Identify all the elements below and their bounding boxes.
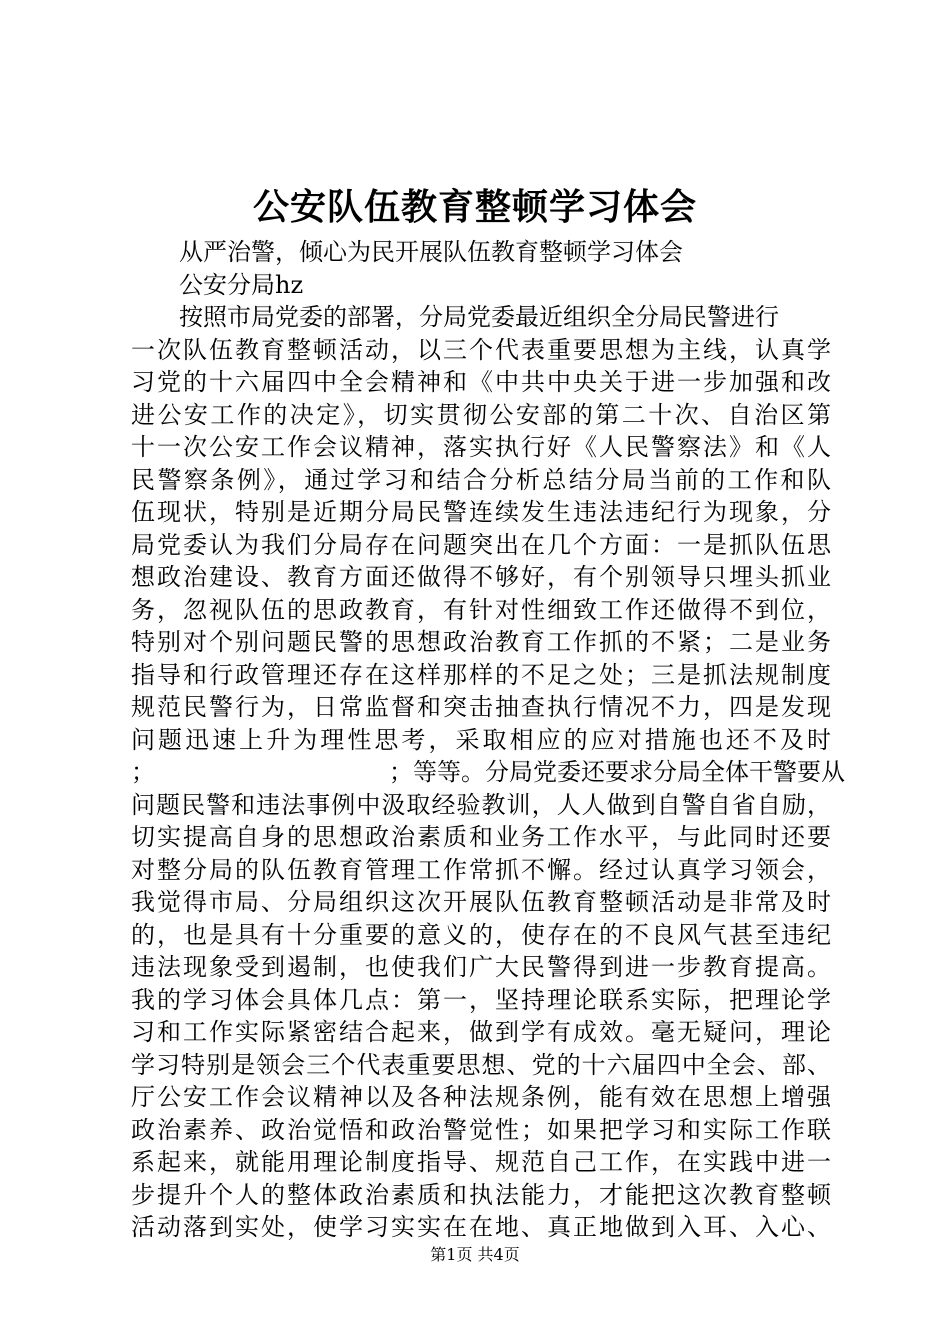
paragraph-line: 系起来，就能用理论制度指导、规范自己工作，在实践中进一 <box>131 1148 831 1176</box>
paragraph-line: 十一次公安工作会议精神，落实执行好《人民警察法》和《人 <box>131 433 831 461</box>
paragraph-line: 指导和行政管理还存在这样那样的不足之处；三是抓法规制度 <box>131 660 831 689</box>
paragraph-line: 局党委认为我们分局存在问题突出在几个方面：一是抓队伍思 <box>131 530 831 559</box>
paragraph-line: 务，忽视队伍的思政教育，有针对性细致工作还做得不到位， <box>131 595 831 624</box>
paragraph-line: 特别对个别问题民警的思想政治教育工作抓的不紧；二是业务 <box>131 628 831 656</box>
document-subtitle: 从严治警，倾心为民开展队伍教育整顿学习体会 <box>179 238 683 266</box>
paragraph-line: 民警察条例》，通过学习和结合分析总结分局当前的工作和队 <box>131 465 831 494</box>
paragraph-line: 步提升个人的整体政治素质和执法能力，才能把这次教育整顿 <box>131 1180 831 1209</box>
paragraph-line: 我觉得市局、分局组织这次开展队伍教育整顿活动是非常及时 <box>131 888 831 916</box>
paragraph-line: 厅公安工作会议精神以及各种法规条例，能有效在思想上增强 <box>131 1083 831 1111</box>
paragraph-line: 政治素养、政治觉悟和政治警觉性；如果把学习和实际工作联 <box>131 1115 831 1144</box>
paragraph-line: 的，也是具有十分重要的意义的，使存在的不良风气甚至违纪 <box>131 920 831 949</box>
paragraph-line: 学习特别是领会三个代表重要思想、党的十六届四中全会、部、 <box>131 1050 831 1079</box>
document-author: 公安分局hz <box>179 270 304 299</box>
page-number: 第1页 共4页 <box>430 1245 520 1264</box>
paragraph-line: 切实提高自身的思想政治素质和业务工作水平，与此同时还要 <box>131 823 831 851</box>
paragraph-line: 规范民警行为，日常监督和突击抽查执行情况不力，四是发现 <box>131 693 831 721</box>
paragraph-line: 问题民警和违法事例中汲取经验教训，人人做到自警自省自励， <box>131 790 831 819</box>
paragraph-fragment: ；等等。分局党委还要求分局全体干警要从 <box>389 758 845 786</box>
paragraph-line <box>131 756 845 789</box>
paragraph-line: 问题迅速上升为理性思考，采取相应的应对措施也还不及时 <box>131 725 831 754</box>
paragraph-line: 按照市局党委的部署，分局党委最近组织全分局民警进行 <box>179 303 779 331</box>
paragraph-line: 一次队伍教育整顿活动，以三个代表重要思想为主线，认真学 <box>131 335 831 364</box>
paragraph-fragment: ； <box>131 758 155 786</box>
paragraph-line: 想政治建设、教育方面还做得不够好，有个别领导只埋头抓业 <box>131 563 831 591</box>
paragraph-line: 习党的十六届四中全会精神和《中共中央关于进一步加强和改 <box>131 368 831 396</box>
paragraph-line: 对整分局的队伍教育管理工作常抓不懈。经过认真学习领会， <box>131 855 831 884</box>
paragraph-line: 进公安工作的决定》，切实贯彻公安部的第二十次、自治区第 <box>131 400 831 429</box>
paragraph-line: 习和工作实际紧密结合起来，做到学有成效。毫无疑问，理论 <box>131 1018 831 1046</box>
document-title: 公安队伍教育整顿学习体会 <box>252 186 697 228</box>
document-body <box>131 236 845 1244</box>
paragraph-line: 活动落到实处，使学习实实在在地、真正地做到入耳、入心、 <box>131 1213 831 1241</box>
paragraph-line: 伍现状，特别是近期分局民警连续发生违法违纪行为现象，分 <box>131 498 831 526</box>
paragraph-line: 我的学习体会具体几点：第一，坚持理论联系实际，把理论学 <box>131 985 831 1014</box>
paragraph-line: 违法现象受到遏制，也使我们广大民警得到进一步教育提高。 <box>131 953 831 981</box>
